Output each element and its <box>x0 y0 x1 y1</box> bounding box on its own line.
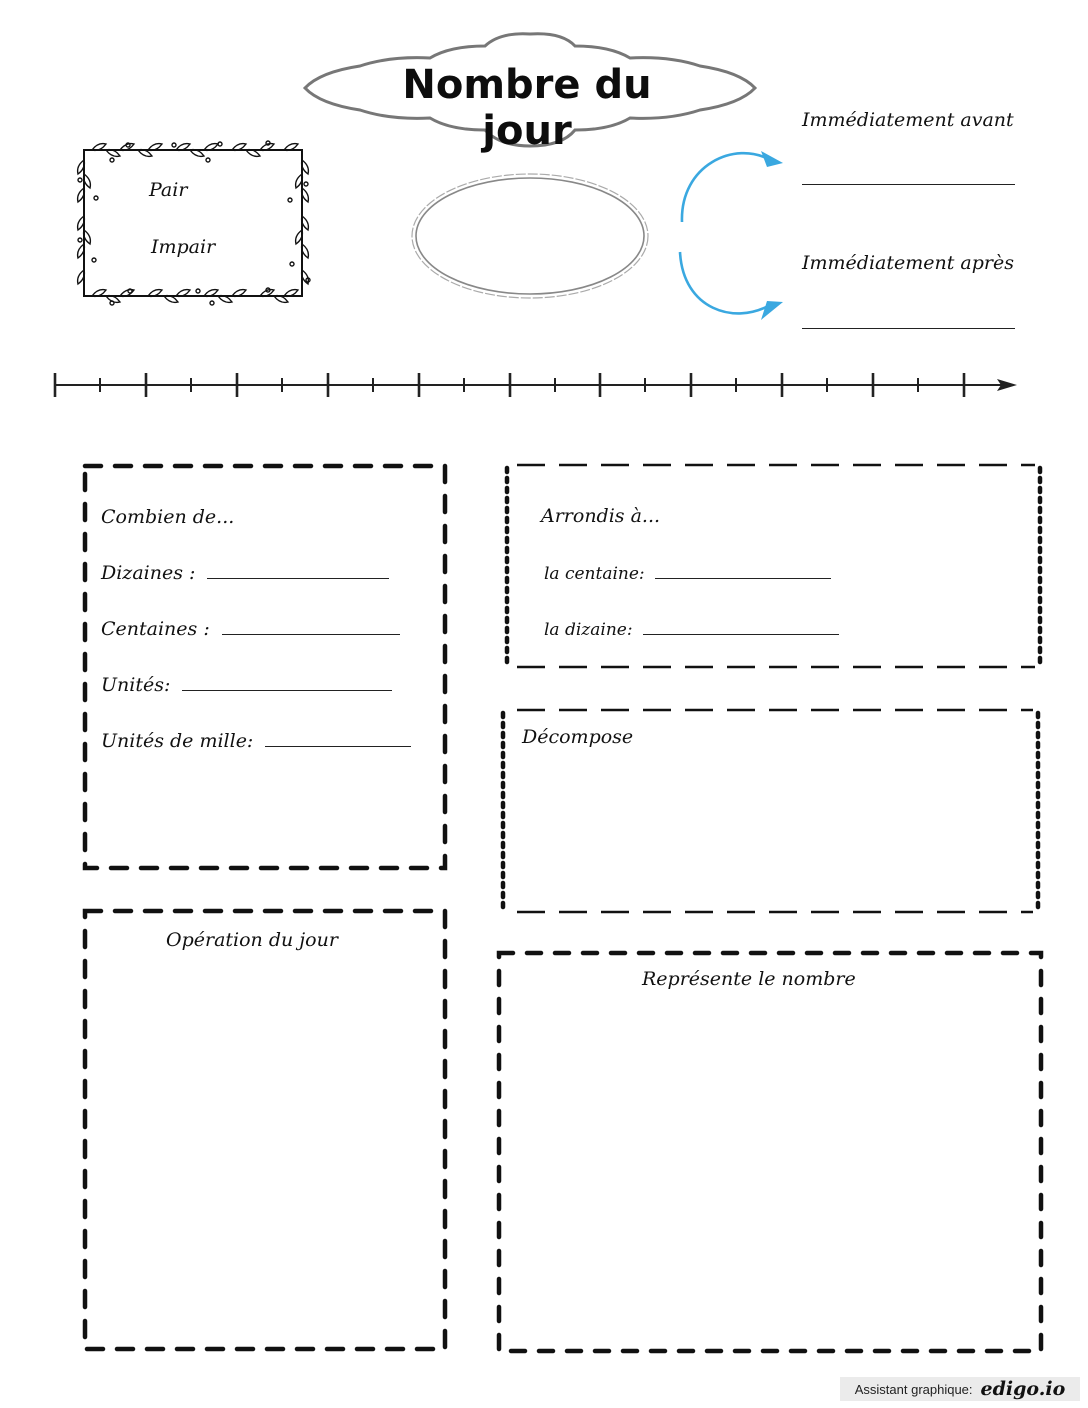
number-line <box>45 366 1025 406</box>
leafy-frame-icon <box>78 140 310 303</box>
footer-label: Assistant graphique: <box>854 1381 973 1397</box>
arrondis-row-centaine[interactable] <box>544 562 831 584</box>
number-oval[interactable] <box>405 170 655 305</box>
represente-box[interactable] <box>496 950 1044 1354</box>
dashed-frame-icon <box>82 908 448 1352</box>
combien-heading: Combien de... <box>101 506 235 528</box>
brand-logo[interactable]: edigo.io <box>980 1378 1066 1400</box>
answer-line[interactable] <box>222 618 400 635</box>
parity-box <box>78 140 310 303</box>
operation-heading: Opération du jour <box>166 929 338 951</box>
footer-badge <box>840 1377 1080 1401</box>
answer-line[interactable] <box>182 674 392 691</box>
decompose-box[interactable] <box>497 705 1043 915</box>
title-banner <box>300 28 760 153</box>
answer-line[interactable] <box>265 730 411 747</box>
combien-row-dizaines[interactable] <box>101 562 389 584</box>
row-label: Centaines : <box>101 618 210 640</box>
before-answer-line[interactable] <box>802 184 1015 185</box>
arrondis-box <box>503 462 1043 670</box>
combien-row-centaines[interactable] <box>101 618 400 640</box>
arrondis-row-dizaine[interactable] <box>544 618 839 640</box>
row-label: la dizaine: <box>544 620 633 640</box>
after-answer-line[interactable] <box>802 328 1015 329</box>
answer-line[interactable] <box>655 562 831 579</box>
page-title: Nombre du jour <box>402 62 652 154</box>
arrow-before-icon <box>675 145 795 325</box>
combien-row-unites-de-mille[interactable] <box>101 730 411 752</box>
before-label: Immédiatement avant <box>802 109 1014 131</box>
represente-heading: Représente le nombre <box>642 968 856 990</box>
after-label: Immédiatement après <box>802 252 1014 274</box>
combien-row-unites[interactable] <box>101 674 392 696</box>
row-label: Unités de mille: <box>101 730 254 752</box>
arrondis-heading: Arrondis à... <box>541 505 661 527</box>
parity-option-impair[interactable]: Impair <box>151 236 216 258</box>
row-label: Unités: <box>101 674 171 696</box>
operation-box[interactable] <box>82 908 448 1352</box>
row-label: Dizaines : <box>101 562 196 584</box>
answer-line[interactable] <box>207 562 389 579</box>
combien-box <box>82 463 448 871</box>
dashed-frame-icon <box>496 950 1044 1354</box>
row-label: la centaine: <box>544 564 645 584</box>
decompose-heading: Décompose <box>522 726 634 748</box>
parity-option-pair[interactable]: Pair <box>149 179 188 201</box>
scalloped-oval-icon <box>405 170 655 305</box>
answer-line[interactable] <box>643 618 839 635</box>
